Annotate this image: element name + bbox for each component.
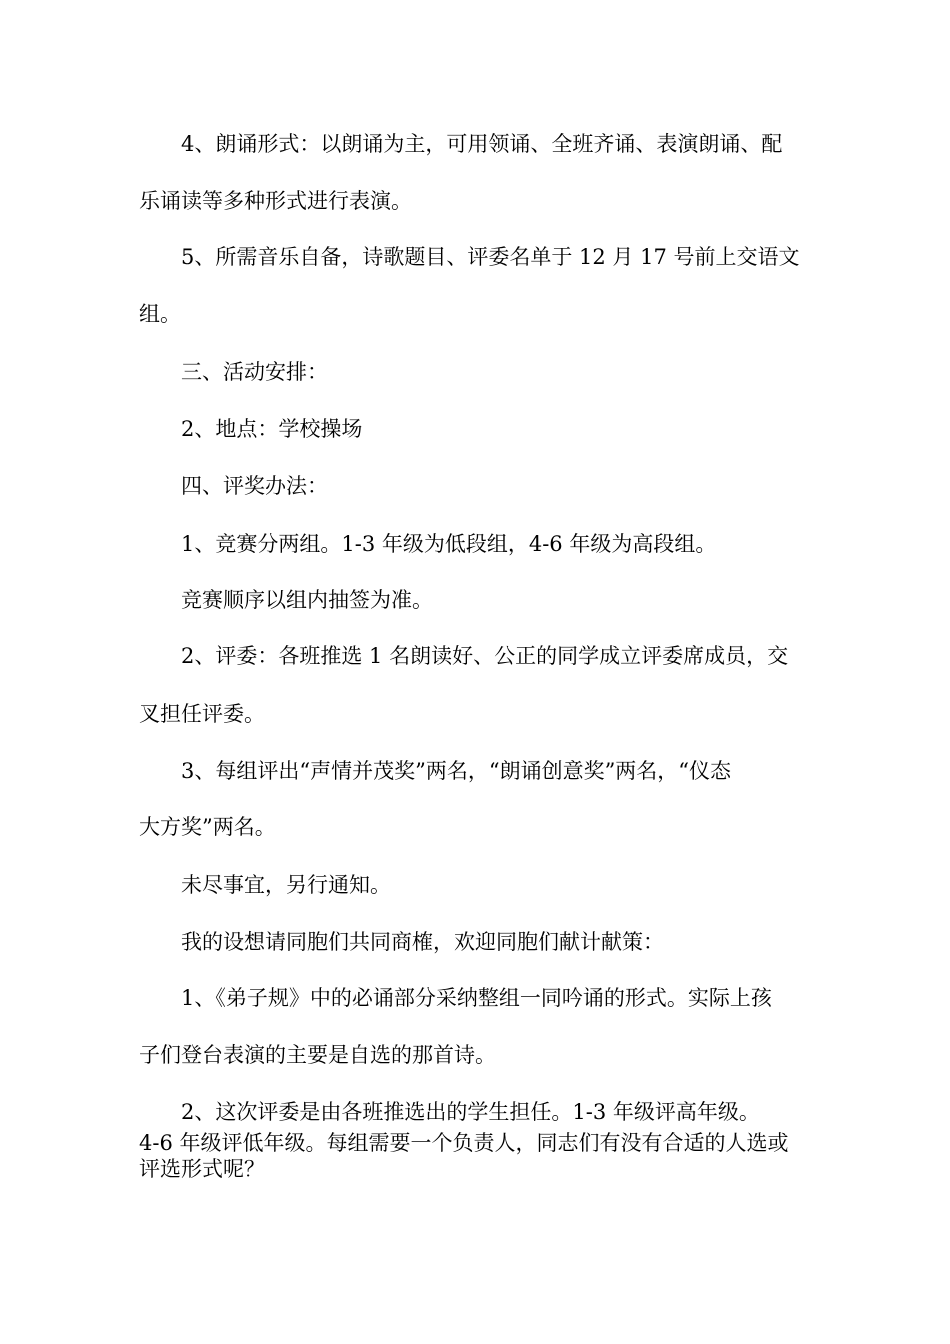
paragraph-line: 5、所需音乐自备，诗歌题目、评委名单于 12 月 17 号前上交语文 xyxy=(181,245,800,269)
paragraph-line: 乐诵读等多种形式进行表演。 xyxy=(139,189,412,213)
paragraph-line: 2、评委：各班推选 1 名朗读好、公正的同学成立评委席成员，交 xyxy=(181,644,789,668)
paragraph-line: 1、竞赛分两组。1-3 年级为低段组，4-6 年级为高段组。 xyxy=(181,532,717,556)
paragraph-line: 叉担任评委。 xyxy=(139,702,265,726)
paragraph-line: 大方奖”两名。 xyxy=(139,815,276,839)
paragraph-line: 子们登台表演的主要是自选的那首诗。 xyxy=(139,1043,496,1067)
paragraph-line: 评选形式呢？ xyxy=(139,1157,265,1181)
section-heading: 三、活动安排： xyxy=(181,360,328,384)
paragraph-line: 4、朗诵形式：以朗诵为主，可用领诵、全班齐诵、表演朗诵、配 xyxy=(181,132,783,156)
paragraph-line: 2、地点：学校操场 xyxy=(181,417,363,441)
paragraph-line: 未尽事宜，另行通知。 xyxy=(181,873,391,897)
paragraph-line: 竞赛顺序以组内抽签为准。 xyxy=(181,588,433,612)
paragraph-line: 4-6 年级评低年级。每组需要一个负责人，同志们有没有合适的人选或 xyxy=(139,1131,789,1155)
paragraph-line: 组。 xyxy=(139,302,181,326)
paragraph-line: 我的设想请同胞们共同商榷，欢迎同胞们献计献策： xyxy=(181,930,664,954)
section-heading: 四、评奖办法： xyxy=(181,474,328,498)
paragraph-line: 3、每组评出“声情并茂奖”两名，“朗诵创意奖”两名，“仪态 xyxy=(181,759,732,783)
paragraph-line: 2、这次评委是由各班推选出的学生担任。1-3 年级评高年级。 xyxy=(181,1100,760,1124)
paragraph-line: 1、《弟子规》中的必诵部分采纳整组一同吟诵的形式。实际上孩 xyxy=(181,986,772,1010)
